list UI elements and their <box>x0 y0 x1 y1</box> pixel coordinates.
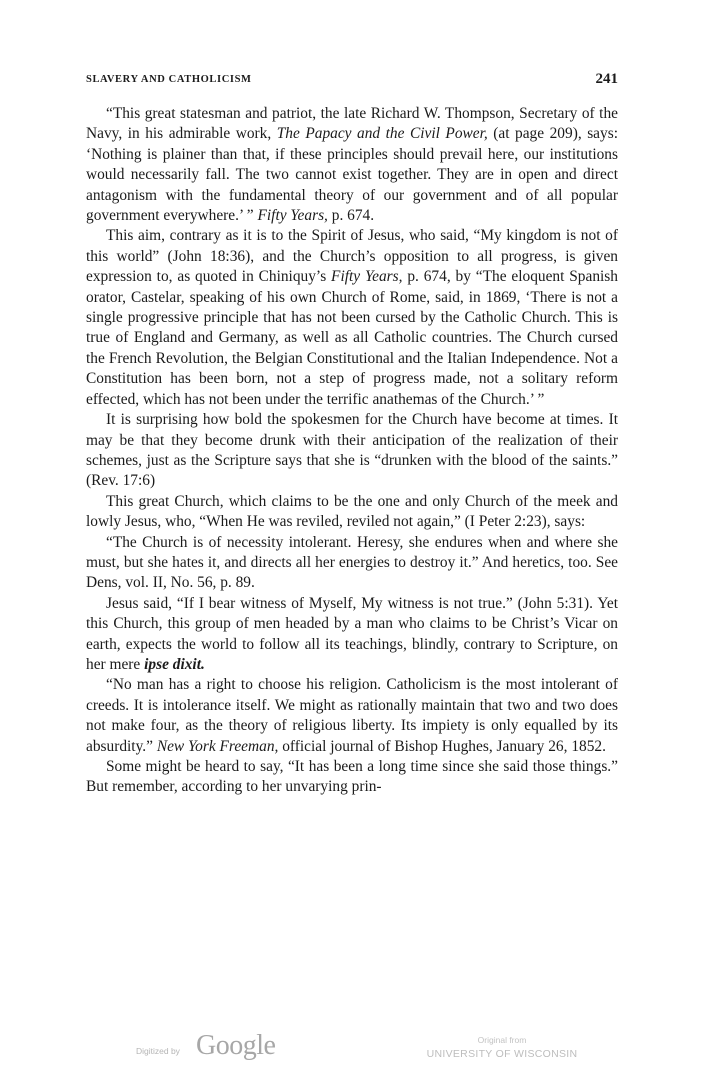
paragraph <box>86 594 618 676</box>
italic-text: The Papacy and the Civil Power, <box>276 125 488 143</box>
page-header <box>86 68 618 90</box>
running-head: SLAVERY AND CATHOLICISM <box>86 74 252 85</box>
body-text <box>86 104 618 798</box>
italic-text: New York Freeman, <box>156 737 279 755</box>
page-footer <box>0 1030 711 1070</box>
italic-text: ipse dixit. <box>144 655 205 673</box>
text-run: It is surprising how bold the spokesmen for the Church have become at times. It may be that they become drunk with their anticipation of the realization of their schemes, just as the Scripture says that she is “drunken with the blood of the saints.” (Rev. 17:6) <box>86 411 618 490</box>
digitized-by-label: Digitized by <box>136 1046 180 1056</box>
text-run: Jesus said, “If I bear witness of Myself, My witness is not true.” (John 5:31). Yet this Church, this group of men headed by a man who claims to be Christ’s Vicar on earth, expects the world to follow all its teachings, blindly, contrary to Scripture, on her mere <box>86 594 618 673</box>
text-run: This aim, contrary as it is to the Spirit of Jesus, who said, “My kingdom is not of this world” (John 18:36), and the Church’s opposition to all progress, is given expression to, as quoted in Chiniquy’s <box>86 227 618 286</box>
text-run: p. 674, by “The eloquent Spanish orator, Castelar, speaking of his own Church of Rome, said, in 1869, ‘There is not a single progressive principle that has not been cursed by the Catholic Church. This is true of England and Germany, as well as all Catholic countries. The Church cursed the French Revolution, the Belgian Constitutional and the Italian Independence. Not a Constitution has been born, not a step of progress made, not a solitary reform effected, which has not been under the terrific anathemas of the Church.’ ” <box>86 268 618 408</box>
text-run: “The Church is of necessity intolerant. Heresy, she endures when and where she must, but she hates it, and directs all her energies to destroy it.” And heretics, too. See Dens, vol. II, No. 56, p. 89. <box>86 533 618 592</box>
original-from-label: Original from <box>477 1035 527 1045</box>
text-run: “No man has a right to choose his religion. Catholicism is the most intolerant of creeds. It is intolerance itself. We might as rationally maintain that two and two does not make four, as the theory of religious liberty. Its impiety is only equalled by its absurdity.” <box>86 676 618 755</box>
google-logo: Google <box>196 1030 276 1061</box>
paragraph <box>86 104 618 226</box>
text-run: official journal of Bishop Hughes, January 26, 1852. <box>278 737 606 755</box>
text-run: “This great statesman and patriot, the late Richard W. Thompson, Secretary of the Navy, in his admirable work, <box>86 105 618 143</box>
text-run: (at page 209), says: ‘Nothing is plainer than that, if these principles should prevail here, our institutions would necessarily fall. The two cannot exist together. They are in open and direct antagonism with the fundamental theory of our government and of all popular government everywhere.’ ” <box>86 125 618 225</box>
italic-text: Fifty Years, <box>331 268 403 286</box>
paragraph <box>86 533 618 594</box>
italic-text: Fifty Years, <box>257 207 328 225</box>
paragraph <box>86 675 618 757</box>
paragraph <box>86 410 618 492</box>
page-number: 241 <box>595 71 618 87</box>
paragraph <box>86 226 618 410</box>
paragraph <box>86 757 618 798</box>
university-label: UNIVERSITY OF WISCONSIN <box>426 1048 578 1060</box>
text-run: p. 674. <box>327 207 375 225</box>
book-page <box>86 68 618 798</box>
paragraph <box>86 492 618 533</box>
text-run: This great Church, which claims to be the one and only Church of the meek and lowly Jesus, who, “When He was reviled, reviled not again,” (I Peter 2:23), says: <box>86 492 618 531</box>
text-run: Some might be heard to say, “It has been a long time since she said those things.” But remember, according to her unvarying prin- <box>86 758 618 796</box>
